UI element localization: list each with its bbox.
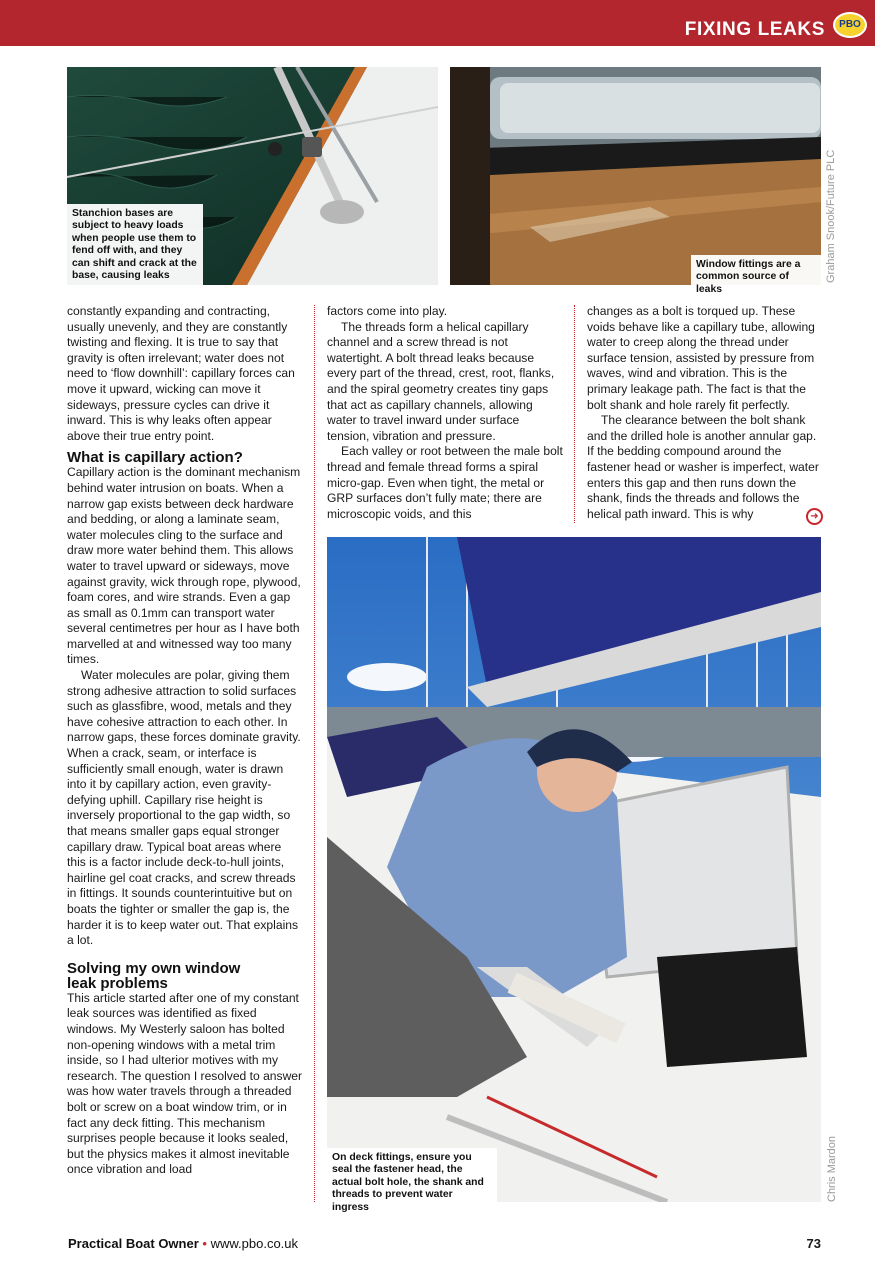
section-title: FIXING LEAKS [684, 19, 825, 40]
page-number: 73 [806, 1236, 821, 1251]
subheading-window-leak: Solving my own window leak problems [67, 959, 241, 992]
footer-separator: • [202, 1236, 207, 1251]
article-column-2 [327, 304, 563, 522]
stanchion-caption: Stanchion bases are subject to heavy loads when people use them to fend off with, and they can shift and crack at the base, causing leaks [67, 204, 203, 286]
paragraph: changes as a bolt is torqued up. These voids behave like a capillary tube, allowing water to creep along the thread under surface tension, assisted by pressure from waves, wind and vibration. This is the primary leakage path. The fact is that the bolt shank and hole rarely fit perfectly. [587, 304, 815, 412]
paragraph: Each valley or root between the male bolt thread and female thread forms a spiral micro-gap. Even when tight, the metal or GRP surfaces don’t fully mate; there are microscopic voids, and this [327, 444, 563, 521]
paragraph: The clearance between the bolt shank and the drilled hole is another annular gap. If the bedding compound around the fastener head or washer is imperfect, water enters this gap and then runs down the shank, finds the threads and follows the helical path inward. This is why [587, 413, 819, 521]
column-divider [314, 305, 315, 1202]
header-bar [0, 0, 875, 46]
deck-photo-credit: Chris Mardon [826, 1135, 838, 1202]
subheading-capillary: What is capillary action? [67, 449, 243, 467]
paragraph: The threads form a helical capillary channel and a screw thread is not watertight. A bolt thread leaks because every part of the thread, crest, root, flanks, and the spiral geometry creates tiny gaps that act as capillary channels, allowing water to travel inward under surface tension, vibration and pressure. [327, 319, 555, 443]
paragraph: Water molecules are polar, giving them strong adhesive attraction to solid surfaces such as glassfibre, wood, metals and they have cohesive attraction to each other. In narrow gaps, these forces dominate gravity. When a crack, seam, or interface is sufficiently small enough, water is drawn into it by capillary action, even gravity-defying uphill. Capillary rise height is inversely proportional to the gap width, so that means smaller gaps equal stronger capillary draw. Typical boat areas where this is a factor include deck-to-hull joints, hairline gel coat cracks, and screw threads in fittings. It sounds counterintuitive but on boats the tighter or smaller the gap is, the harder it is to keep water out. That explains a lot. [67, 668, 301, 948]
window-caption: Window fittings are a common source of leaks [691, 255, 821, 300]
article-column-3 [587, 304, 823, 522]
deck-fitting-photo [327, 537, 821, 1202]
paragraph: Capillary action is the dominant mechanism behind water intrusion on boats. When a narrow gap exists between deck hardware and bedding, or along a laminate seam, water molecules cling to the surface and draw more water behind them. This allows water to travel upward or sideways, move against gravity, wick through rope, plywood, foam cores, and wire strands. Even a gap as small as 0.1mm can transport water several centimetres per hour as I have both marvelled at and witnessed way too many times. [67, 465, 301, 667]
window-photo [450, 67, 821, 285]
window-photo-credit: Graham Snook/Future PLC [825, 149, 837, 283]
paragraph: constantly expanding and contracting, usually unevenly, and they are constantly twisting and flexing. It is true to say that gravity is often irrelevant; water does not need to ‘flow downhill’: capillary forces can move it upward, wicking can move it sideways, pressure cycles can drive it inward. This is why leaks often appear above their true entry point. [67, 304, 295, 443]
paragraph: This article started after one of my constant leak sources was identified as fixed windows. My Westerly saloon has bolted non-opening windows with a metal trim inside, so I had ulterior motives with my research. The question I resolved to answer was how water travels through a threaded bolt or screw on a boat window trim, or in fact any deck fitting. This mechanism surprises people because it looks sealed, but the physics makes it almost inevitable once vibration and load [67, 990, 303, 1177]
website-link[interactable]: www.pbo.co.uk [210, 1236, 299, 1251]
paragraph: factors come into play. [327, 304, 448, 318]
deck-fitting-caption: On deck fittings, ensure you seal the fastener head, the actual bolt hole, the shank and threads to prevent water ingress [327, 1148, 497, 1218]
footer-brand [68, 1236, 298, 1251]
magazine-name: Practical Boat Owner [68, 1236, 199, 1251]
column-divider [574, 305, 575, 523]
continue-arrow-icon: ➜ [806, 508, 823, 525]
pbo-logo: PBO [833, 12, 867, 38]
article-column-1 [67, 304, 303, 1178]
